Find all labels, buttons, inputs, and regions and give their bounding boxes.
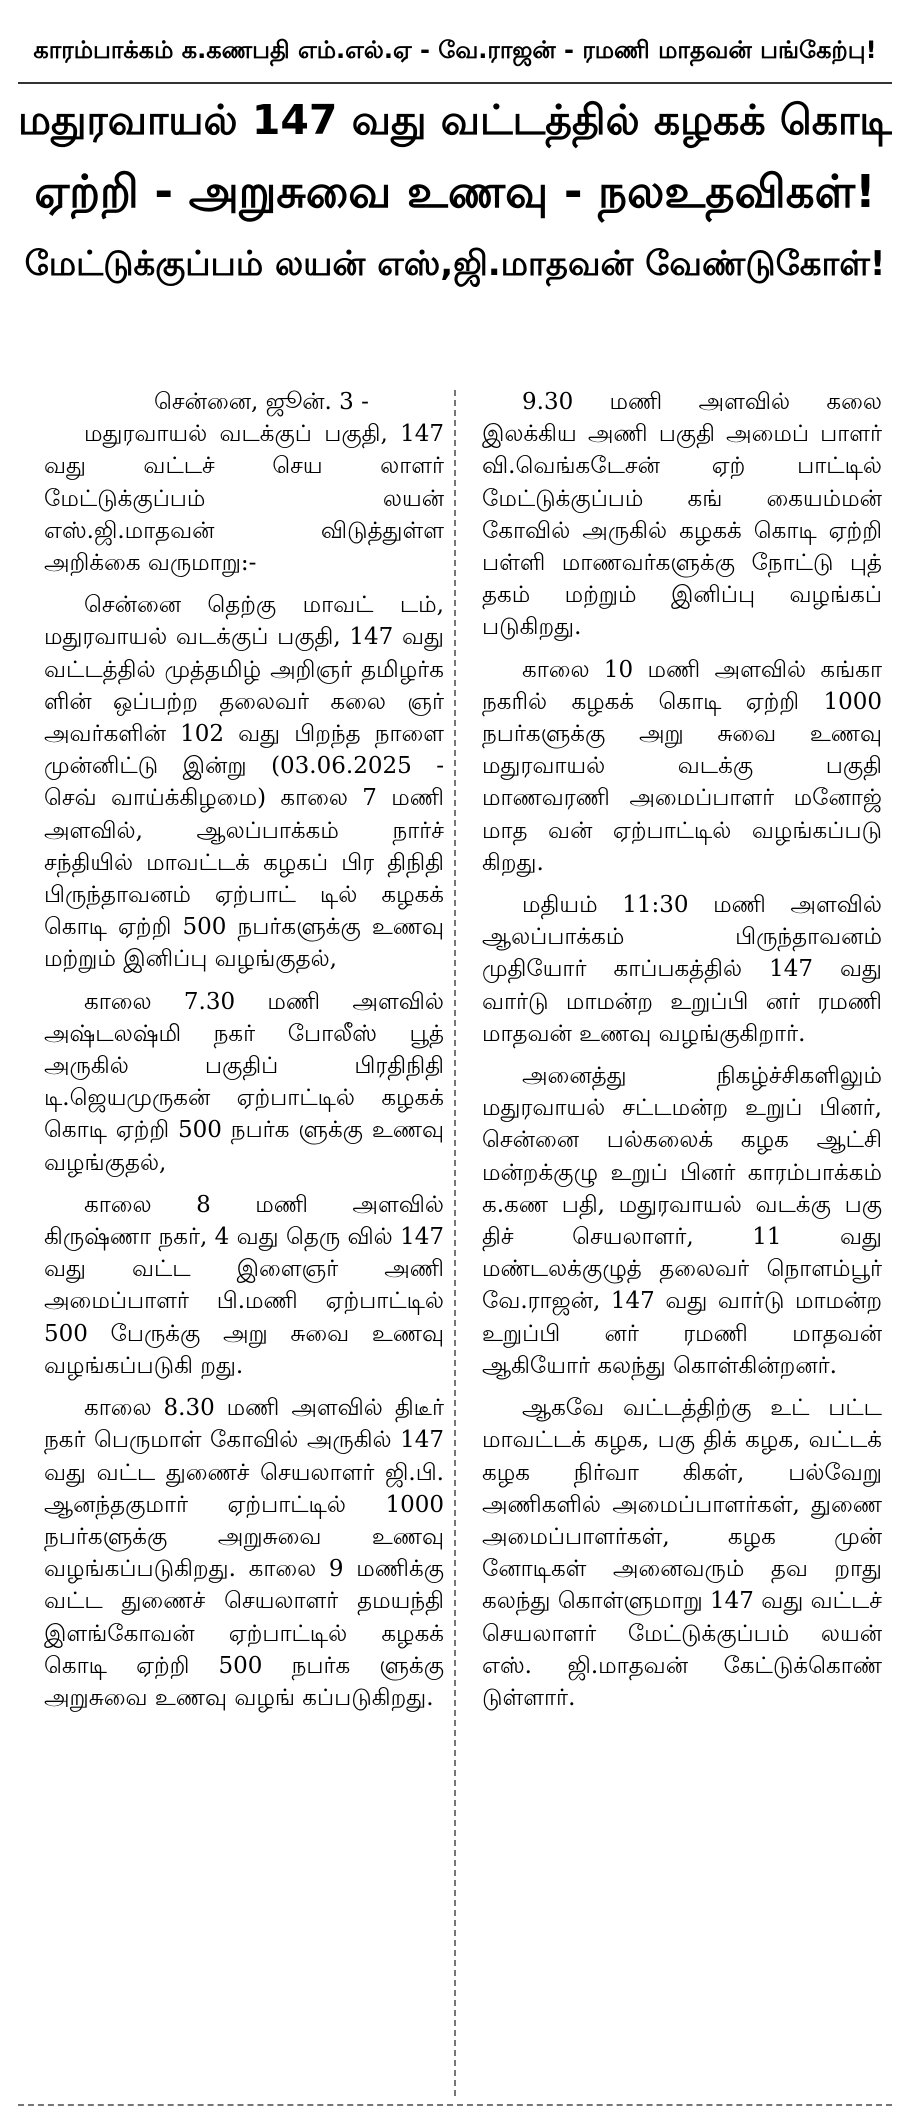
paragraph: மதியம் 11:30 மணி அளவில் ஆலப்பாக்கம் பிருந்தாவனம் முதியோர் காப்பகத்தில் 147 வது வார்டு மாமன்ற உறுப்பி னர் ரமணி மாதவன் உணவு வழங்குகிறார்.: [482, 892, 882, 1047]
column-right: [456, 386, 892, 2096]
headline-line-2: ஏற்றி - அறுசுவை உணவு - நலஉதவிகள்!: [34, 165, 876, 218]
paragraph: காலை 8.30 மணி அளவில் திடீர் நகர் பெருமாள் கோவில் அருகில் 147 வது வட்ட துணைச் செயலாளர் ஜி.பி. ஆனந்தகுமார் ஏற்பாட்டில் 1000 நபர்களுக்கு அறுசுவை உணவு வழங்கப்படுகிறது. காலை 9 மணிக்கு வட்ட துணைச் செயலாளர் தமயந்தி இளங்கோவன் ஏற்பாட்டில் கழகக் கொடி ஏற்றி 500 நபர்க ளுக்கு அறுசுவை உணவு வழங் கப்படுகிறது.: [44, 1395, 444, 1711]
paragraph: 9.30 மணி அளவில் கலை இலக்கிய அணி பகுதி அமைப் பாளர் வி.வெங்கடேசன் ஏற் பாட்டில் மேட்டுக்குப்பம் கங் கையம்மன் கோவில் அருகில் கழகக் கொடி ஏற்றி பள்ளி மாணவர்களுக்கு நோட்டு புத் தகம் மற்றும் இனிப்பு வழங்கப் படுகிறது.: [482, 389, 882, 641]
paragraph: காலை 10 மணி அளவில் கங்கா நகரில் கழகக் கொடி ஏற்றி 1000 நபர்களுக்கு அறு சுவை உணவு மதுரவாயல் வடக்கு பகுதி மாணவரணி அமைப்பாளர் மனோஜ் மாத வன் ஏற்பாட்டில் வழங்கப்படு கிறது.: [482, 656, 882, 876]
paragraph: காலை 7.30 மணி அளவில் அஷ்டலஷ்மி நகர் போலீஸ் பூத் அருகில் பகுதிப் பிரதிநிதி டி.ஜெயமுருகன் ஏற்பாட்டில் கழகக் கொடி ஏற்றி 500 நபர்க ளுக்கு உணவு வழங்குதல்,: [44, 988, 444, 1176]
column-left: [18, 386, 454, 2096]
paragraph: அனைத்து நிகழ்ச்சிகளிலும் மதுரவாயல் சட்டமன்ற உறுப் பினர், சென்னை பல்கலைக் கழக ஆட்சி மன்றக்குழு உறுப் பினர் காரம்பாக்கம் க.கண பதி, மதுரவாயல் வடக்கு பகு திச் செயலாளர், 11 வது மண்டலக்குழுத் தலைவர் நொளம்பூர் வே.ராஜன், 147 வது வார்டு மாமன்ற உறுப்பி னர் ரமணி மாதவன் ஆகியோர் கலந்து கொள்கின்றனர்.: [482, 1063, 882, 1379]
kicker-line: காரம்பாக்கம் க.கணபதி எம்.எல்.ஏ - வே.ராஜன் - ரமணி மாதவன் பங்கேற்பு!: [33, 36, 877, 64]
paragraph: மதுரவாயல் வடக்குப் பகுதி, 147 வது வட்டச் செய லாளர் மேட்டுக்குப்பம் லயன் எஸ்.ஜி.மாதவன் விடுத்துள்ள அறிக்கை வருமாறு:-: [44, 421, 444, 577]
kicker-divider: [18, 82, 892, 84]
paragraph: சென்னை தெற்கு மாவட் டம், மதுரவாயல் வடக்குப் பகுதி, 147 வது வட்டத்தில் முத்தமிழ் அறிஞர் தமிழர்க ளின் ஒப்பற்ற தலைவர் கலை ஞர் அவர்களின் 102 வது பிறந்த நாளை முன்னிட்டு இன்று (03.06.2025 - செவ் வாய்க்கிழமை) காலை 7 மணி அளவில், ஆலப்பாக்கம் நார்ச் சந்தியில் மாவட்டக் கழகப் பிர திநிதி பிருந்தாவனம் ஏற்பாட் டில் கழகக் கொடி ஏற்றி 500 நபர்களுக்கு உணவு மற்றும் இனிப்பு வழங்குதல்,: [44, 592, 444, 973]
headline-line-1: மதுரவாயல் 147 வது வட்டத்தில் கழகக் கொடி: [18, 96, 892, 144]
headline-line-3: மேட்டுக்குப்பம் லயன் எஸ்,ஜி.மாதவன் வேண்டுகோள்!: [24, 244, 886, 284]
bottom-divider: [18, 2104, 892, 2106]
dateline: சென்னை, ஜூன். 3 -: [154, 389, 369, 415]
article-body: [18, 386, 892, 2096]
paragraph: காலை 8 மணி அளவில் கிருஷ்ணா நகர், 4 வது தெரு வில் 147 வது வட்ட இளைஞர் அணி அமைப்பாளர் பி.மணி ஏற்பாட்டில் 500 பேருக்கு அறு சுவை உணவு வழங்கப்படுகி றது.: [44, 1191, 444, 1379]
paragraph: ஆகவே வட்டத்திற்கு உட் பட்ட மாவட்டக் கழக, பகு திக் கழக, வட்டக் கழக நிர்வா கிகள், பல்வேறு அணிகளில் அமைப்பாளர்கள், துணை அமைப்பாளர்கள், கழக முன் னோடிகள் அனைவரும் தவ றாது கலந்து கொள்ளுமாறு 147 வது வட்டச் செயலாளர் மேட்டுக்குப்பம் லயன் எஸ். ஜி.மாதவன் கேட்டுக்கொண் டுள்ளார்.: [482, 1395, 882, 1711]
